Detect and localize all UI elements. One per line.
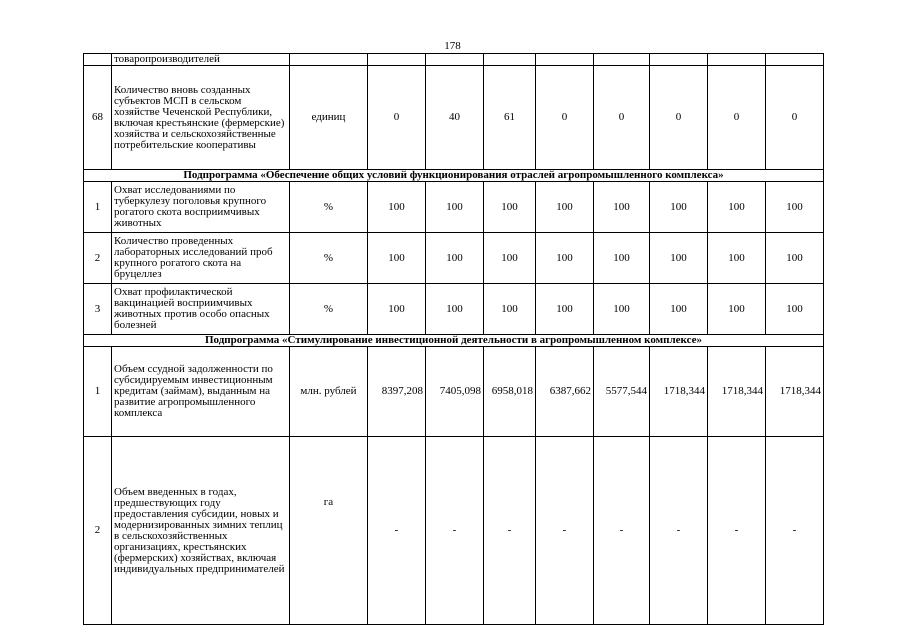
value-cell: - [708, 437, 766, 625]
value-cell: 100 [708, 233, 766, 284]
subprogram-title: Подпрограмма «Стимулирование инвестиционной деятельности в агропромышленном комплексе» [84, 335, 824, 347]
value-cell [766, 54, 824, 66]
value-cell: 100 [594, 233, 650, 284]
value-cell: 100 [484, 284, 536, 335]
indicator-name: Количество вновь созданных субъектов МСП в сельском хозяйстве Чеченской Республики, включая крестьянские (фермерские) хозяйства и сельскохозяйственные потребительские кооперативы [112, 66, 290, 170]
value-cell: - [650, 437, 708, 625]
value-cell: 100 [766, 284, 824, 335]
value-cell [594, 54, 650, 66]
indicators-table [83, 53, 824, 625]
value-cell [536, 54, 594, 66]
value-cell: - [536, 437, 594, 625]
value-cell: 1718,344 [708, 347, 766, 437]
value-cell: 6958,018 [484, 347, 536, 437]
subprogram-header-row [84, 170, 824, 182]
value-cell: 0 [368, 66, 426, 170]
value-cell: 0 [650, 66, 708, 170]
row-number: 2 [84, 233, 112, 284]
value-cell: 0 [536, 66, 594, 170]
value-cell: 1718,344 [650, 347, 708, 437]
value-cell: - [426, 437, 484, 625]
value-cell: 6387,662 [536, 347, 594, 437]
unit-cell: млн. рублей [290, 347, 368, 437]
value-cell: 100 [708, 284, 766, 335]
row-number [84, 54, 112, 66]
subprogram-title: Подпрограмма «Обеспечение общих условий функционирования отраслей агропромышленного комплекса» [84, 170, 824, 182]
value-cell: 100 [484, 182, 536, 233]
unit-cell: % [290, 182, 368, 233]
row-number: 68 [84, 66, 112, 170]
value-cell: - [368, 437, 426, 625]
value-cell: 0 [594, 66, 650, 170]
value-cell [484, 54, 536, 66]
table-row [84, 54, 824, 66]
row-number: 2 [84, 437, 112, 625]
value-cell [426, 54, 484, 66]
value-cell: 100 [426, 284, 484, 335]
indicator-name: товаропроизводителей [112, 54, 290, 66]
value-cell: 100 [368, 284, 426, 335]
value-cell: 8397,208 [368, 347, 426, 437]
value-cell: 100 [708, 182, 766, 233]
indicator-name: Количество проведенных лабораторных исследований проб крупного рогатого скота на бруцеллез [112, 233, 290, 284]
value-cell [368, 54, 426, 66]
value-cell [708, 54, 766, 66]
unit-cell: % [290, 233, 368, 284]
value-cell: 100 [536, 233, 594, 284]
table-row [84, 347, 824, 437]
row-number: 3 [84, 284, 112, 335]
value-cell: 100 [368, 182, 426, 233]
page-number: 178 [444, 40, 461, 52]
value-cell: 61 [484, 66, 536, 170]
value-cell: 100 [426, 233, 484, 284]
value-cell: 100 [766, 233, 824, 284]
value-cell: 1718,344 [766, 347, 824, 437]
indicator-name: Объем введенных в годах, предшествующих году предоставления субсидии, новых и модернизированных зимних теплиц в сельскохозяйственных организациях, крестьянских (фермерских) хозяйствах, включая индивидуальных предпринимателей [112, 437, 290, 625]
table-row [84, 66, 824, 170]
value-cell: 0 [766, 66, 824, 170]
value-cell: 100 [536, 182, 594, 233]
table-row [84, 284, 824, 335]
value-cell: 100 [766, 182, 824, 233]
indicator-name: Объем ссудной задолженности по субсидируемым инвестиционным кредитам (займам), выданным на развитие агропромышленного комплекса [112, 347, 290, 437]
value-cell: - [594, 437, 650, 625]
indicator-name: Охват профилактической вакцинацией восприимчивых животных против особо опасных болезней [112, 284, 290, 335]
subprogram-header-row [84, 335, 824, 347]
value-cell: 100 [650, 182, 708, 233]
value-cell: 100 [426, 182, 484, 233]
value-cell: 100 [368, 233, 426, 284]
value-cell: 40 [426, 66, 484, 170]
value-cell: 7405,098 [426, 347, 484, 437]
unit-cell: единиц [290, 66, 368, 170]
unit-cell [290, 54, 368, 66]
unit-cell: % [290, 284, 368, 335]
table-row [84, 182, 824, 233]
value-cell: 100 [650, 284, 708, 335]
value-cell: - [766, 437, 824, 625]
row-number: 1 [84, 347, 112, 437]
value-cell: 100 [484, 233, 536, 284]
indicator-name: Охват исследованиями по туберкулезу поголовья крупного рогатого скота восприимчивых животных [112, 182, 290, 233]
value-cell: 0 [708, 66, 766, 170]
table-row [84, 233, 824, 284]
value-cell: 100 [594, 182, 650, 233]
value-cell: 100 [650, 233, 708, 284]
value-cell: 100 [594, 284, 650, 335]
value-cell: 100 [536, 284, 594, 335]
table-row [84, 437, 824, 625]
value-cell: - [484, 437, 536, 625]
value-cell [650, 54, 708, 66]
value-cell: 5577,544 [594, 347, 650, 437]
row-number: 1 [84, 182, 112, 233]
unit-cell: га [290, 437, 368, 625]
